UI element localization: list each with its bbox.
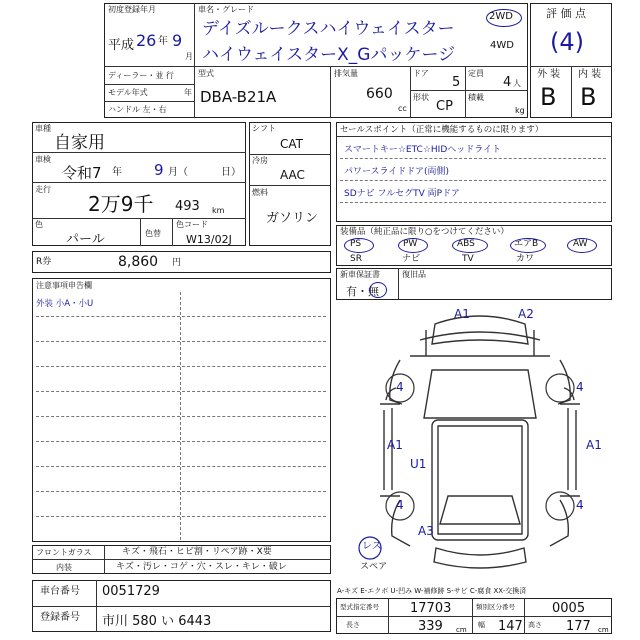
recycle-label: R券 — [36, 257, 52, 267]
displacement-label: 排気量 — [334, 69, 358, 78]
length-value: 339 — [418, 619, 443, 634]
inspection-month: 9 — [154, 161, 164, 179]
first-reg-year: 26 — [136, 31, 157, 50]
loadcap-unit: kg — [515, 106, 525, 115]
fuel-label: 燃料 — [252, 188, 268, 197]
warranty-label: 新車保証書 — [340, 270, 380, 279]
model-year-suffix: 年 — [184, 88, 192, 97]
inspection-era: 令和7 — [62, 164, 102, 182]
width-label: 幅 — [478, 621, 485, 629]
mileage-value: 2万9千 — [88, 192, 154, 216]
aircon-value: AAC — [280, 168, 305, 182]
footer-interior-value: キズ・汚レ・コゲ・穴・スレ・キレ・破レ — [116, 562, 287, 572]
first-reg-year-suffix: 年 — [158, 36, 168, 47]
exterior-value: B — [540, 83, 557, 111]
inspection-month-suffix: 月（ — [168, 167, 188, 178]
equip-airbag: エアB — [514, 239, 539, 249]
class-value: 0005 — [552, 601, 586, 616]
grade-label: 評 価 点 — [546, 7, 586, 20]
tire-mark-front-right: 4 — [576, 380, 584, 394]
dealer-label: ディーラー・並 行 — [108, 71, 174, 80]
katashiki-label: 型式 — [198, 69, 214, 78]
sales-item-2: パワースライドドア(両側) — [344, 167, 450, 177]
recycle-box — [32, 251, 331, 273]
mileage-unit: km — [212, 206, 225, 215]
grade-value: (4) — [550, 28, 584, 56]
tire-mark-rear-left: 4 — [396, 498, 404, 512]
inspection-day-suffix: 日） — [221, 167, 241, 178]
equip-pw: PW — [403, 239, 418, 249]
notes-line-1: 外装 小A・小U — [36, 299, 94, 309]
owner-label: 復旧品 — [402, 270, 426, 279]
chassis-label: 車台番号 — [40, 586, 80, 597]
sales-item-3: SDナビ フルセグTV 両Pドア — [344, 189, 460, 199]
class-label: 類別区分番号 — [476, 603, 515, 611]
plate-value: 市川 580 い 6443 — [102, 614, 212, 629]
equip-tv: TV — [462, 254, 474, 264]
doors-label: ドア — [413, 69, 429, 78]
spare-label: レス — [362, 541, 382, 552]
damage-mark-a3: A3 — [418, 524, 434, 538]
aircon-label: 冷房 — [252, 156, 268, 165]
drive-2wd: 2WD — [489, 11, 513, 22]
exterior-label: 外 装 — [537, 69, 561, 80]
tire-mark-rear-right: 4 — [576, 498, 584, 512]
shape-value: CP — [436, 99, 453, 114]
sales-label: セールスポイント（正常に機能するものに限ります） — [340, 125, 544, 135]
front-glass-label: フロントガラス — [36, 548, 92, 557]
damage-mark-u1: U1 — [410, 457, 427, 471]
car-name-label: 車名・グレード — [198, 5, 254, 14]
type-label: 車種 — [35, 124, 51, 133]
inspection-year-suffix: 年 — [112, 167, 122, 178]
model-year-label: モデル年式 — [108, 88, 148, 97]
interior-label: 内 装 — [578, 69, 602, 80]
spare-caption: スペア — [360, 562, 388, 572]
chassis-value: 0051729 — [102, 584, 160, 599]
equip-abs: ABS — [457, 239, 475, 249]
notes-box — [32, 278, 331, 542]
displacement-value: 660 — [366, 86, 393, 102]
sales-item-1: スマートキー☆ETC☆HIDヘッドライト — [344, 145, 501, 155]
inspection-label: 車検 — [35, 155, 51, 164]
color-change-label: 色替 — [145, 229, 161, 238]
doors-value: 5 — [452, 75, 461, 90]
first-reg-month-suffix: 月 — [185, 52, 193, 61]
shift-value: CAT — [280, 137, 303, 151]
color-value: パール — [66, 232, 105, 247]
damage-legend: A-キズ E-エクボ U-凹み W-補修跡 S-サビ C-腐食 XX-交換済 — [337, 587, 527, 595]
type-value: 自家用 — [54, 133, 105, 153]
damage-mark-a2-front: A2 — [518, 307, 534, 321]
type-cert-value: 17703 — [410, 601, 452, 616]
car-name-line2: ハイウェイスターX_Gパッケージ — [202, 45, 456, 65]
type-cert-label: 型式指定番号 — [340, 603, 379, 611]
recycle-unit: 円 — [172, 258, 182, 268]
length-label: 長さ — [346, 621, 360, 629]
height-label: 高さ — [528, 621, 542, 629]
fuel-value: ガソリン — [266, 211, 319, 226]
equipment-label: 装備品（純正品に限り○をつけてください） — [340, 227, 509, 237]
color-code-value: W13/02J — [186, 233, 232, 246]
first-reg-era: 平成 — [108, 38, 135, 53]
front-glass-value: キズ・飛石・ヒビ割・リペア跡・X要 — [122, 547, 272, 557]
footer-interior-label: 内装 — [56, 563, 72, 572]
plate-label: 登録番号 — [40, 612, 80, 623]
recycle-value: 8,860 — [118, 254, 159, 270]
length-unit: cm — [456, 626, 467, 634]
mileage-label: 走行 — [35, 185, 51, 194]
equip-aw: AW — [573, 239, 588, 249]
width-value: 147 — [498, 619, 523, 634]
capacity-unit: 人 — [513, 79, 521, 88]
equip-leather: カワ — [516, 254, 535, 264]
car-diagram — [340, 300, 612, 580]
loadcap-label: 積載 — [468, 93, 484, 102]
warranty-value: 有・無 — [346, 285, 379, 298]
height-value: 177 — [566, 619, 591, 634]
warranty-no-circle — [369, 282, 387, 298]
color-code-label: 色コード — [176, 220, 208, 229]
notes-label: 注意事項申告欄 — [36, 281, 92, 290]
capacity-value: 4 — [503, 75, 512, 90]
handle-label: ハンドル 左・右 — [108, 105, 167, 114]
tire-mark-front-left: 4 — [396, 380, 404, 394]
equip-ps: PS — [350, 239, 362, 249]
damage-mark-a1-right: A1 — [586, 438, 602, 452]
equip-navi: ナビ — [402, 254, 421, 264]
mileage-sub: 493 — [175, 199, 200, 214]
displacement-unit: cc — [398, 104, 407, 113]
katashiki-value: DBA-B21A — [200, 88, 277, 106]
shape-label: 形状 — [413, 93, 429, 102]
drive-4wd: 4WD — [490, 40, 514, 51]
damage-mark-a1-left: A1 — [387, 438, 403, 452]
capacity-label: 定員 — [468, 69, 484, 78]
interior-value: B — [580, 83, 597, 111]
shift-label: シフト — [252, 124, 276, 133]
equip-sr: SR — [350, 254, 362, 264]
height-unit: cm — [598, 626, 609, 634]
damage-mark-a1-front: A1 — [454, 307, 470, 321]
car-name-line1: デイズルークスハイウェイスター — [202, 19, 455, 39]
color-label: 色 — [35, 220, 43, 229]
first-reg-label: 初度登録年月 — [108, 5, 156, 14]
first-reg-month: 9 — [172, 31, 183, 50]
